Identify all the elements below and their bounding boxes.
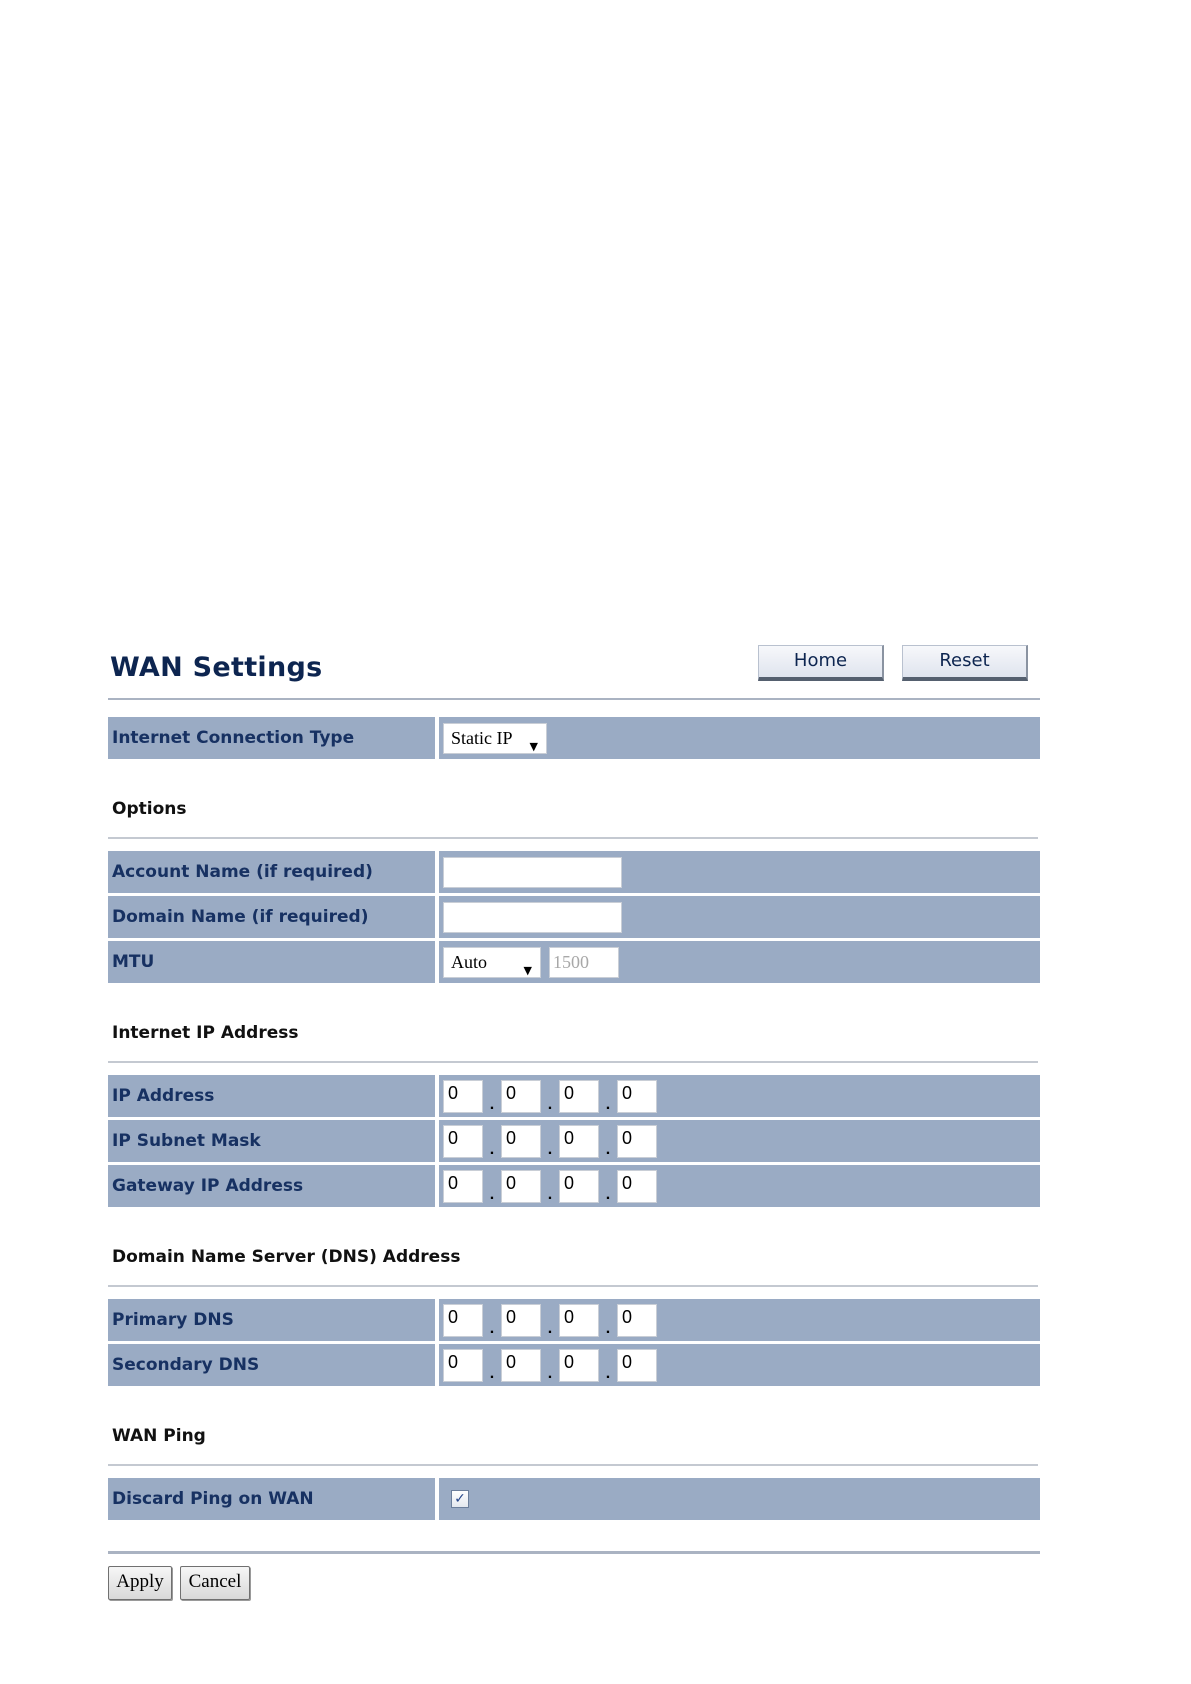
- internet-ip-table: [108, 1072, 1040, 1210]
- mtu-mode-select[interactable]: [443, 947, 541, 978]
- cancel-button[interactable]: Cancel: [180, 1566, 250, 1600]
- secondary-dns-row: [108, 1344, 1040, 1386]
- chevron-down-icon: ▼: [523, 963, 532, 977]
- dot-separator: .: [605, 1319, 611, 1337]
- mtu-value-input: 1500: [549, 947, 619, 978]
- gateway-field: [443, 1170, 657, 1203]
- wan-ping-table: [108, 1475, 1040, 1523]
- mtu-label: MTU: [108, 941, 439, 983]
- dot-separator: .: [605, 1185, 611, 1203]
- connection-type-select[interactable]: [443, 723, 547, 754]
- subnet-mask-label: IP Subnet Mask: [108, 1120, 439, 1162]
- page-title: WAN Settings: [110, 652, 323, 683]
- section-title-dns: Domain Name Server (DNS) Address: [112, 1247, 461, 1267]
- subnet-mask-field: [443, 1125, 657, 1158]
- domain-name-label: Domain Name (if required): [108, 896, 439, 938]
- dot-separator: .: [605, 1095, 611, 1113]
- ip-address-field: [443, 1080, 657, 1113]
- dot-separator: .: [489, 1185, 495, 1203]
- ip-octet-input[interactable]: 0: [443, 1304, 483, 1337]
- ip-octet-input[interactable]: 0: [559, 1349, 599, 1382]
- title-bar: [108, 640, 1040, 698]
- discard-ping-checkbox[interactable]: [451, 1490, 469, 1508]
- ip-octet-input[interactable]: 0: [501, 1304, 541, 1337]
- section-divider: [108, 837, 1038, 839]
- ip-octet-input[interactable]: 0: [501, 1349, 541, 1382]
- ip-address-label: IP Address: [108, 1075, 439, 1117]
- apply-button[interactable]: Apply: [108, 1566, 172, 1600]
- account-name-input[interactable]: [443, 857, 622, 888]
- ip-octet-input[interactable]: 0: [443, 1125, 483, 1158]
- title-divider: [108, 698, 1040, 700]
- ip-octet-input[interactable]: 0: [559, 1080, 599, 1113]
- discard-ping-label: Discard Ping on WAN: [108, 1478, 439, 1520]
- gateway-label: Gateway IP Address: [108, 1165, 439, 1207]
- section-title-internet-ip: Internet IP Address: [112, 1023, 299, 1043]
- ip-octet-input[interactable]: 0: [501, 1125, 541, 1158]
- checkmark-icon: ✓: [454, 1490, 466, 1507]
- ip-octet-input[interactable]: 0: [617, 1125, 657, 1158]
- primary-dns-label: Primary DNS: [108, 1299, 439, 1341]
- account-name-row: [108, 851, 1040, 893]
- section-divider: [108, 1061, 1038, 1063]
- ip-octet-input[interactable]: 0: [559, 1170, 599, 1203]
- gateway-row: [108, 1165, 1040, 1207]
- ip-octet-input[interactable]: 0: [443, 1080, 483, 1113]
- dot-separator: .: [547, 1140, 553, 1158]
- dot-separator: .: [547, 1364, 553, 1382]
- domain-name-input[interactable]: [443, 902, 622, 933]
- ip-octet-input[interactable]: 0: [443, 1170, 483, 1203]
- reset-button[interactable]: Reset: [902, 645, 1028, 681]
- section-divider: [108, 1464, 1038, 1466]
- section-title-wan-ping: WAN Ping: [112, 1426, 206, 1446]
- ip-octet-input[interactable]: 0: [617, 1080, 657, 1113]
- dot-separator: .: [489, 1319, 495, 1337]
- discard-ping-row: [108, 1478, 1040, 1520]
- primary-dns-row: [108, 1299, 1040, 1341]
- connection-type-value: Static IP: [451, 727, 513, 748]
- section-divider: [108, 1285, 1038, 1287]
- ip-address-row: [108, 1075, 1040, 1117]
- ip-octet-input[interactable]: 0: [501, 1080, 541, 1113]
- subnet-mask-row: [108, 1120, 1040, 1162]
- ip-octet-input[interactable]: 0: [617, 1349, 657, 1382]
- ip-octet-input[interactable]: 0: [559, 1304, 599, 1337]
- ip-octet-input[interactable]: 0: [443, 1349, 483, 1382]
- options-table: [108, 848, 1040, 986]
- dns-table: [108, 1296, 1040, 1389]
- ip-octet-input[interactable]: 0: [617, 1170, 657, 1203]
- domain-name-row: [108, 896, 1040, 938]
- dot-separator: .: [605, 1364, 611, 1382]
- primary-dns-field: [443, 1304, 657, 1337]
- dot-separator: .: [547, 1185, 553, 1203]
- home-button[interactable]: Home: [758, 645, 884, 681]
- ip-octet-input[interactable]: 0: [617, 1304, 657, 1337]
- dot-separator: .: [489, 1364, 495, 1382]
- chevron-down-icon: ▼: [529, 739, 538, 753]
- dot-separator: .: [489, 1095, 495, 1113]
- section-title-options: Options: [112, 799, 187, 819]
- secondary-dns-field: [443, 1349, 657, 1382]
- dot-separator: .: [605, 1140, 611, 1158]
- connection-type-row: [108, 717, 1040, 759]
- mtu-row: [108, 941, 1040, 983]
- dot-separator: .: [489, 1140, 495, 1158]
- connection-type-label: Internet Connection Type: [108, 717, 439, 759]
- footer-divider: [108, 1551, 1040, 1554]
- account-name-label: Account Name (if required): [108, 851, 439, 893]
- connection-table: [108, 714, 1040, 762]
- secondary-dns-label: Secondary DNS: [108, 1344, 439, 1386]
- ip-octet-input[interactable]: 0: [559, 1125, 599, 1158]
- dot-separator: .: [547, 1095, 553, 1113]
- dot-separator: .: [547, 1319, 553, 1337]
- wan-settings-page: [108, 640, 1040, 1600]
- mtu-mode-value: Auto: [451, 951, 487, 972]
- action-bar: [108, 1566, 1040, 1600]
- ip-octet-input[interactable]: 0: [501, 1170, 541, 1203]
